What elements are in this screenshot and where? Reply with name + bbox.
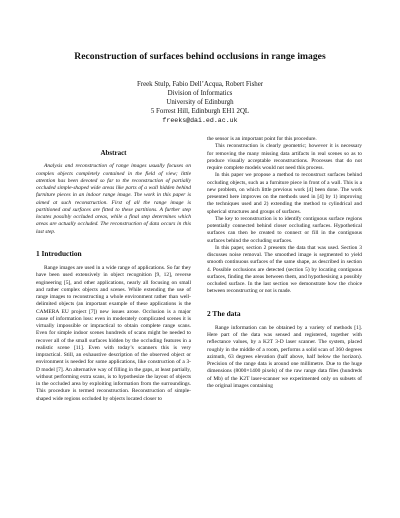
section-heading-data: 2 The data bbox=[207, 308, 241, 318]
right-column bbox=[207, 136, 362, 390]
right-paragraph-2: This reconstruction is clearly geometric; however it is necessary for removing the many missing data artifacts in real scenes so as to produce visually acceptable reconstructions. Processes that do not require complete models would not need this process. bbox=[207, 143, 362, 171]
right-paragraph-4: The key to reconstruction is to identify contiguous surface regions potentially connected behind closer occluding surfaces. Hypothetical surfaces can then be created to connect or fill in the contiguous surfaces behind the occluding surfaces. bbox=[207, 215, 362, 244]
author-email: freeks@dai.ed.ac.uk bbox=[162, 117, 238, 124]
author-block bbox=[0, 80, 400, 125]
abstract-heading: Abstract bbox=[100, 149, 127, 157]
right-paragraph-3: In this paper we propose a method to reconstruct surfaces behind occluding objects, such as a furniture piece in front of a wall. This is a new problem, on which little previous work [4] been done. The work presented here improves on the methods used in [4] by 1) improving the techniques used and 2) extending the method to cylindrical and spherical structures and groups of surfaces. bbox=[207, 172, 362, 215]
section-heading-introduction: 1 Introduction bbox=[36, 248, 82, 258]
paper-title: Reconstruction of surfaces behind occlusions in range images bbox=[74, 51, 326, 62]
abstract-text: Analysis and reconstruction of range images usually focuses on complex objects completely contained in the field of view; little attention has been devoted so far to the reconstruction of partially occluded simple-shaped wide areas like parts of a wall hidden behind furniture pieces in an indoor range image. The work in this paper is aimed at such reconstruction. First of all the range image is partitioned and surfaces are fitted to these partitions. A further step locates possibly occluded areas, while a final step determines which areas are actually occluded. The reconstruction of data occurs in this last step. bbox=[36, 163, 191, 235]
right-paragraph-1: the sensor is an important point for this procedure. bbox=[207, 136, 317, 142]
address: 5 Forrest Hill, Edinburgh EH1 2QL bbox=[150, 108, 250, 115]
left-column bbox=[36, 150, 191, 403]
affiliation: Division of Informatics bbox=[167, 90, 233, 97]
right-paragraph-5: In this paper, section 2 presents the data that was used. Section 3 discusses noise removal. The smoothed image is segmented to yield smooth continuous surfaces of the same shape, as described in section 4. Possible occlusions are detected (section 5) by locating contiguous surfaces, finding the areas between them, and hypothesising a possibly occluded surface. In the last section we demonstrate how the choice between reconstructing or not is made. bbox=[207, 244, 362, 295]
university: University of Edinburgh bbox=[166, 99, 234, 106]
data-paragraph: Range information can be obtained by a variety of methods [1]. Here part of the data was sensed and registered, together with reflectance values, by a K2T 3-D laser scanner. The system, placed roughly in the middle of a room, performs a solid scan of 360 degrees azimuth, 63 degrees elevation (half above, half below the horizon). Precision of the range data is around one millimetre. Due to the huge dimensions (8000×1400 pixels) of the raw range data files (hundreds of Mb) of the K2T laser-scanner we experimented only on subsets of the original images containing bbox=[207, 324, 362, 389]
author-names: Freek Stulp, Fabio Dell’Acqua, Robert Fisher bbox=[136, 81, 264, 88]
introduction-paragraph: Range images are used in a wide range of applications. So far they have been used extensively in object recognition [9, 12], reverse engineering [5], and other applications, nearly all focusing on small and rather complex objects and scenes. While extending the use of range images to reconstructing a whole environment rather than well-delimited objects (an important example of these applications is the CAMERA EU project [7]) new issues arose. Occlusion is a major cause of information loss: even in moderately complicated scenes it is virtually impossible or impractical to obtain complete range scans. Even for simple indoor scenes hundreds of scans might be needed to recover all of the small surfaces hidden by the occluding features in a realistic scene [11]. Even with today’s scanners this is very impractical. Still, an exhaustive description of the observed object or environment is needed for some applications, like construction of a 3-D model [7]. An alternative way of filling in the gaps, at least partially, without performing extra scans, is to hypothesize the layout of objects in the occluded area by exploiting information from the surroundings. This procedure is termed reconstruction. Reconstruction of simple-shaped wide regions occluded by objects located closer to bbox=[36, 265, 191, 402]
